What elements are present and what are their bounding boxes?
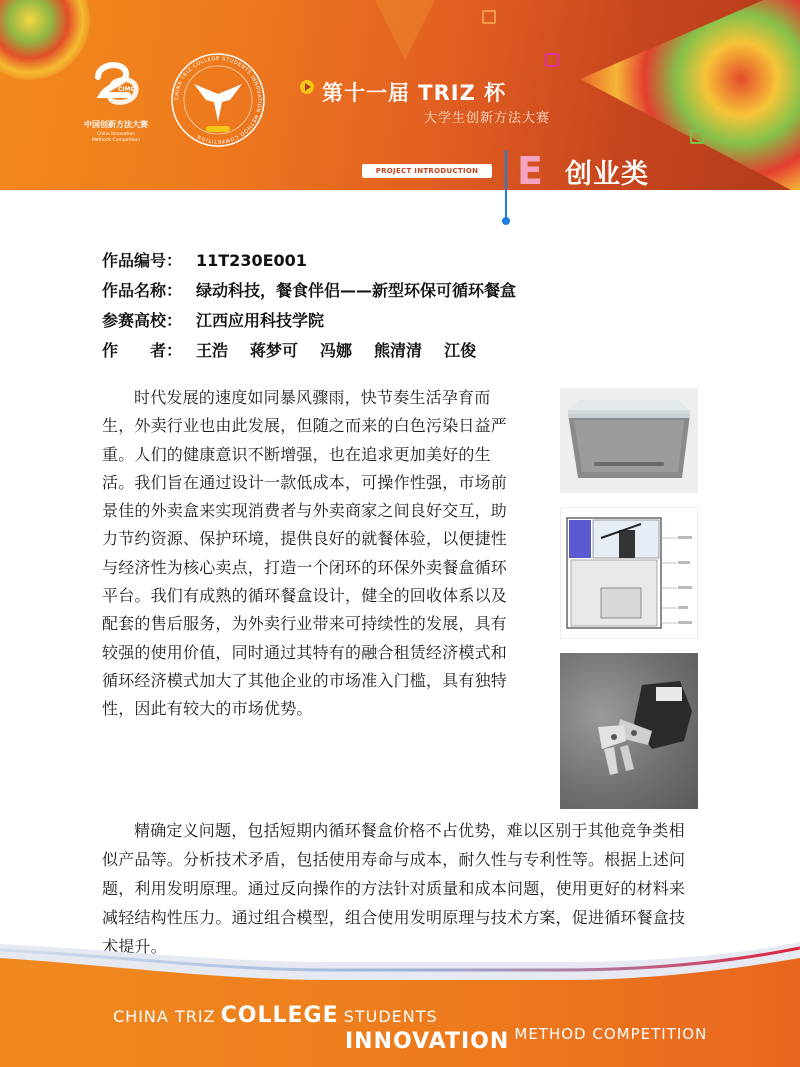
decor-square — [690, 130, 704, 144]
author-label: 作 者： — [102, 341, 183, 360]
project-info — [102, 248, 516, 368]
cimc-name-en — [76, 132, 156, 144]
footer-line-1 — [113, 1003, 438, 1028]
decor-triangle-small — [360, 0, 450, 60]
author-name: 熊清清 — [374, 341, 423, 360]
name-label: 作品名称： — [102, 281, 183, 300]
footer-word-method-competition: METHOD COMPETITION — [514, 1025, 708, 1043]
info-row-authors — [102, 338, 516, 368]
cimc-name-en-line1: China Innovation — [96, 132, 136, 137]
info-row-name — [102, 278, 516, 308]
category-name: 创业类 — [565, 159, 649, 190]
cimc-logo-icon — [88, 55, 144, 111]
product-photo-container — [560, 388, 698, 493]
cimc-logo — [76, 55, 156, 155]
footer-word-china-triz: CHINA TRIZ — [113, 1007, 216, 1026]
school-value: 江西应用科技学院 — [196, 311, 325, 330]
footer-word-innovation: INNOVATION — [345, 1029, 510, 1054]
technical-analysis: 精确定义问题，包括短期内循环餐盒价格不占优势，难以区别于其他竞争类相似产品等。分析技术矛盾，包括使用寿命与成本，耐久性与专利性等。根据上述问题，利用发明原理。通过反向操作的方法针对质量和成本问题，使用更好的材料来减轻结构性压力。通过组合模型，组合使用发明原理与技术方案，促进循环餐盒技术提升。 — [102, 821, 686, 956]
author-name: 冯娜 — [320, 341, 353, 360]
play-icon — [300, 80, 314, 94]
info-row-school — [102, 308, 516, 338]
project-description: 时代发展的速度如同暴风骤雨，快节奏生活孕育而生，外卖行业也由此发展，但随之而来的白色污染日益严重。人们的健康意识不断增强，也在追求更加美好的生活。我们旨在通过设计一款低成本，可操作性强，市场前景佳的外卖盒来实现消费者与外卖商家之间良好交互，助力节约资源、保护环境，提供良好的就餐体验，以便捷性与经济性为核心卖点，打造一个闭环的环保外卖餐盒循环平台。我们有成熟的循环餐盒设计，健全的回收体系以及配套的售后服务，为外卖行业带来可持续性的发展，具有较强的使用价值，同时通过其特有的融合租赁经济模式和循环经济模式加大了其他企业的市场准入门槛，具有独特性，因此有较大的市场优势。 — [102, 388, 508, 719]
title-sub: 大学生创新方法大赛 — [424, 111, 551, 126]
cimc-mark-text: CIMC — [118, 86, 136, 93]
project-intro-badge: PROJECT INTRODUCTION — [362, 164, 492, 178]
school-label: 参赛高校： — [102, 311, 183, 330]
emblem-ring-text: CHINA TRIZ COLLEGE STUDENTS INNOVATION METHOD COMPETITION — [173, 55, 263, 145]
info-row-id — [102, 248, 516, 278]
product-photo-gripper — [560, 653, 698, 809]
triz-competition-emblem-icon — [168, 50, 268, 150]
decor-square — [545, 53, 559, 67]
title-main: 第十一届 TRIZ 杯 — [322, 81, 507, 105]
footer-line-2 — [345, 1025, 708, 1054]
header-banner — [0, 0, 800, 190]
author-name: 蒋梦可 — [250, 341, 299, 360]
cimc-name-en-line2: Methods Competition — [91, 138, 141, 143]
id-value: 11T230E001 — [196, 251, 307, 270]
author-name: 王浩 — [196, 341, 229, 360]
accent-dot — [502, 217, 510, 225]
category-letter: E — [517, 149, 543, 190]
accent-divider — [505, 150, 507, 220]
id-label: 作品编号： — [102, 251, 183, 270]
footer-word-college: COLLEGE — [220, 1003, 339, 1028]
author-name: 江俊 — [444, 341, 477, 360]
product-diagram-machine — [560, 507, 698, 639]
footer-word-students: STUDENTS — [343, 1007, 438, 1026]
cimc-name-cn: 中国创新方法大赛 — [84, 120, 148, 129]
decor-square — [482, 10, 496, 24]
name-value: 绿动科技，餐食伴侣——新型环保可循环餐盒 — [196, 281, 517, 300]
